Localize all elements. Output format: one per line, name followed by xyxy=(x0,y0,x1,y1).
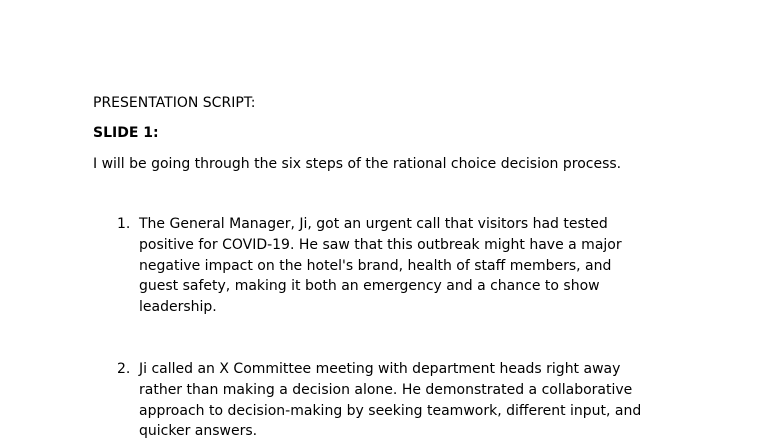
slide-title: SLIDE 1: xyxy=(93,125,159,141)
list-item-line: leadership. xyxy=(139,299,217,316)
list-item-line: negative impact on the hotel's brand, health of staff members, and xyxy=(139,257,612,274)
list-item-line: The General Manager, Ji, got an urgent call that visitors had tested xyxy=(139,216,608,232)
list-item-text xyxy=(139,359,641,441)
list-item-number: 2. xyxy=(117,361,131,377)
list-item-line: Ji called an X Committee meeting with department heads right away xyxy=(139,361,621,377)
list-item-line: rather than making a decision alone. He demonstrated a collaborative xyxy=(139,381,633,398)
list-item-line: positive for COVID-19. He saw that this outbreak might have a major xyxy=(139,236,622,253)
list-item-line: approach to decision-making by seeking teamwork, different input, and xyxy=(139,402,642,419)
intro-paragraph: I will be going through the six steps of the rational choice decision process. xyxy=(93,156,622,172)
list-item-text xyxy=(139,214,622,318)
list-item-number: 1. xyxy=(117,216,131,232)
script-heading: PRESENTATION SCRIPT: xyxy=(93,95,256,111)
list-item-line: guest safety, making it both an emergency and a chance to show xyxy=(139,278,600,295)
list-item-line: quicker answers. xyxy=(139,423,258,440)
